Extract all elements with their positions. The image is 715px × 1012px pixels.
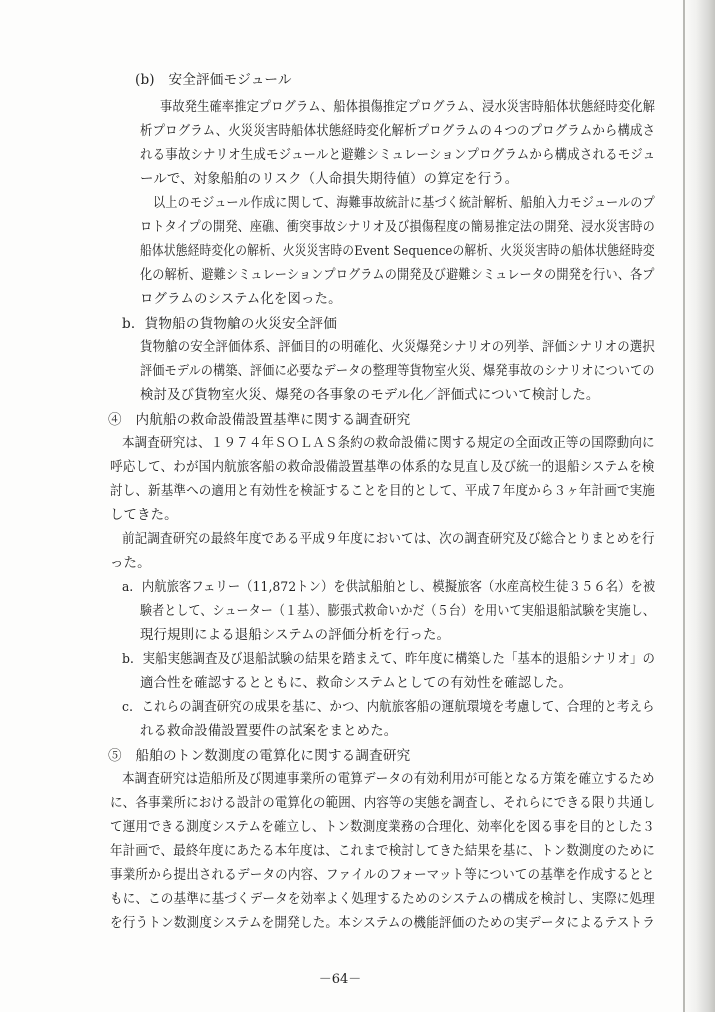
subsection-heading-safety-module: (b) 安全評価モジュール xyxy=(135,72,292,88)
paragraph-line: 呼応して、わが国内航旅客船の救命設備設置基準の体系的な見直し及び統一的退船システムを検 xyxy=(110,460,655,475)
page-edge-shadow xyxy=(681,0,715,1012)
paragraph-line: もに、この基準に基づくデータを効率よく処理するためのシステムの構成を検討し、実際に処理 xyxy=(110,892,655,907)
paragraph-line: った。 xyxy=(110,556,151,571)
paragraph-line: れる事故シナリオ生成モジュールと避難シミュレーションプログラムから構成されるモジュ xyxy=(140,148,656,163)
paragraph-line: 検討及び貨物室火災、爆発の各事象のモデル化／評価式について検討した。 xyxy=(140,388,600,403)
list-item-b: b．実船実態調査及び退船試験の結果を踏まえて、昨年度に構築した「基本的退船シナリオ」の xyxy=(122,652,656,667)
paragraph-line: を行うトン数測度システムを開発した。本システムの機能評価のための実データによるテストラ xyxy=(110,916,656,931)
paragraph-line: 以上のモジュール作成に関して、海難事故統計に基づく統計解析、船舶入力モジュールのプ xyxy=(153,196,655,211)
item-heading-cargo-fire: b．貨物船の貨物艙の火災安全評価 xyxy=(122,316,338,332)
paragraph-line: ログラムのシステム化を図った。 xyxy=(140,292,342,307)
paragraph-line: してきた。 xyxy=(110,508,178,523)
paragraph-line: 貨物艙の安全評価体系、評価目的の明確化、火災爆発シナリオの列挙、評価シナリオの選択 xyxy=(140,340,655,355)
paragraph-line: 討し、新基準への適用と有効性を検証することを目的として、平成７年度から３ヶ年計画で実施 xyxy=(110,484,655,499)
page-edge-line xyxy=(683,0,685,1012)
paragraph-line: 船体状態経時変化の解析、火災災害時のEvent Sequenceの解析、火災災害時の船体状態経時変 xyxy=(140,244,655,259)
paragraph-line: 事業所から提出されるデータの内容、ファイルのフォーマット等についての基準を作成するとと xyxy=(110,868,655,883)
paragraph-line: 本調査研究は、１９７４年ＳＯＬＡＳ条約の救命設備に関する規定の全面改正等の国際動向に xyxy=(122,436,655,451)
paragraph-line: 評価モデルの構築、評価に必要なデータの整理等貨物室火災、爆発事故のシナリオについての xyxy=(140,364,655,379)
page-number: －64－ xyxy=(318,972,362,987)
section-heading-4: ④ 内航船の救命設備設置基準に関する調査研究 xyxy=(108,412,411,428)
paragraph-line: 適合性を確認するとともに、救命システムとしての有効性を確認した。 xyxy=(140,676,572,691)
paragraph-line: に、各事業所における設計の電算化の範囲、内容等の実態を調査し、それらにできる限り共通し xyxy=(110,796,656,811)
list-item-c: c．これらの調査研究の成果を基に、かつ、内航旅客船の運航環境を考慮して、合理的と考えら xyxy=(122,700,655,715)
paragraph-line: て運用できる測度システムを確立し、トン数測度業務の合理化、効率化を図る事を目的とした３ xyxy=(110,820,655,835)
list-item-a: a．内航旅客フェリー（11,872トン）を供試船舶とし、模擬旅客（水産高校生徒３５６名）を被 xyxy=(122,580,656,595)
paragraph-line: 験者として、シューター（１基）、膨張式救命いかだ（５台）を用いて実船退船試験を実施し、 xyxy=(140,604,656,619)
section-heading-5: ⑤ 船舶のトン数測度の電算化に関する調査研究 xyxy=(108,748,411,764)
paragraph-line: ロトタイプの開発、座礁、衝突事故シナリオ及び損傷程度の簡易推定法の開発、浸水災害時の xyxy=(140,220,655,235)
paragraph-line: 現行規則による退船システムの評価分析を行った。 xyxy=(140,628,451,643)
paragraph-line: 年計画で、最終年度にあたる本年度は、これまで検討してきた結果を基に、トン数測度のために xyxy=(110,844,655,859)
paragraph-line: 前記調査研究の最終年度である平成９年度においては、次の調査研究及び総合とりまとめを行 xyxy=(122,532,655,547)
paragraph-line: ールで、対象船舶のリスク（人命損失期待値）の算定を行う。 xyxy=(140,172,519,187)
paragraph-line: 本調査研究は造船所及び関連事業所の電算データの有効利用が可能となる方策を確立するため xyxy=(122,772,655,787)
paragraph-line: 事故発生確率推定プログラム、船体損傷推定プログラム、浸水災害時船体状態経時変化解 xyxy=(160,100,656,115)
paragraph-line: 析プログラム、火災災害時船体状態経時変化解析プログラムの４つのプログラムから構成さ xyxy=(140,124,656,139)
paragraph-line: 化の解析、避難シミュレーションプログラムの開発及び避難シミュレータの開発を行い、各プ xyxy=(140,268,655,283)
paragraph-line: れる救命設備設置要件の試案をまとめた。 xyxy=(140,724,398,739)
